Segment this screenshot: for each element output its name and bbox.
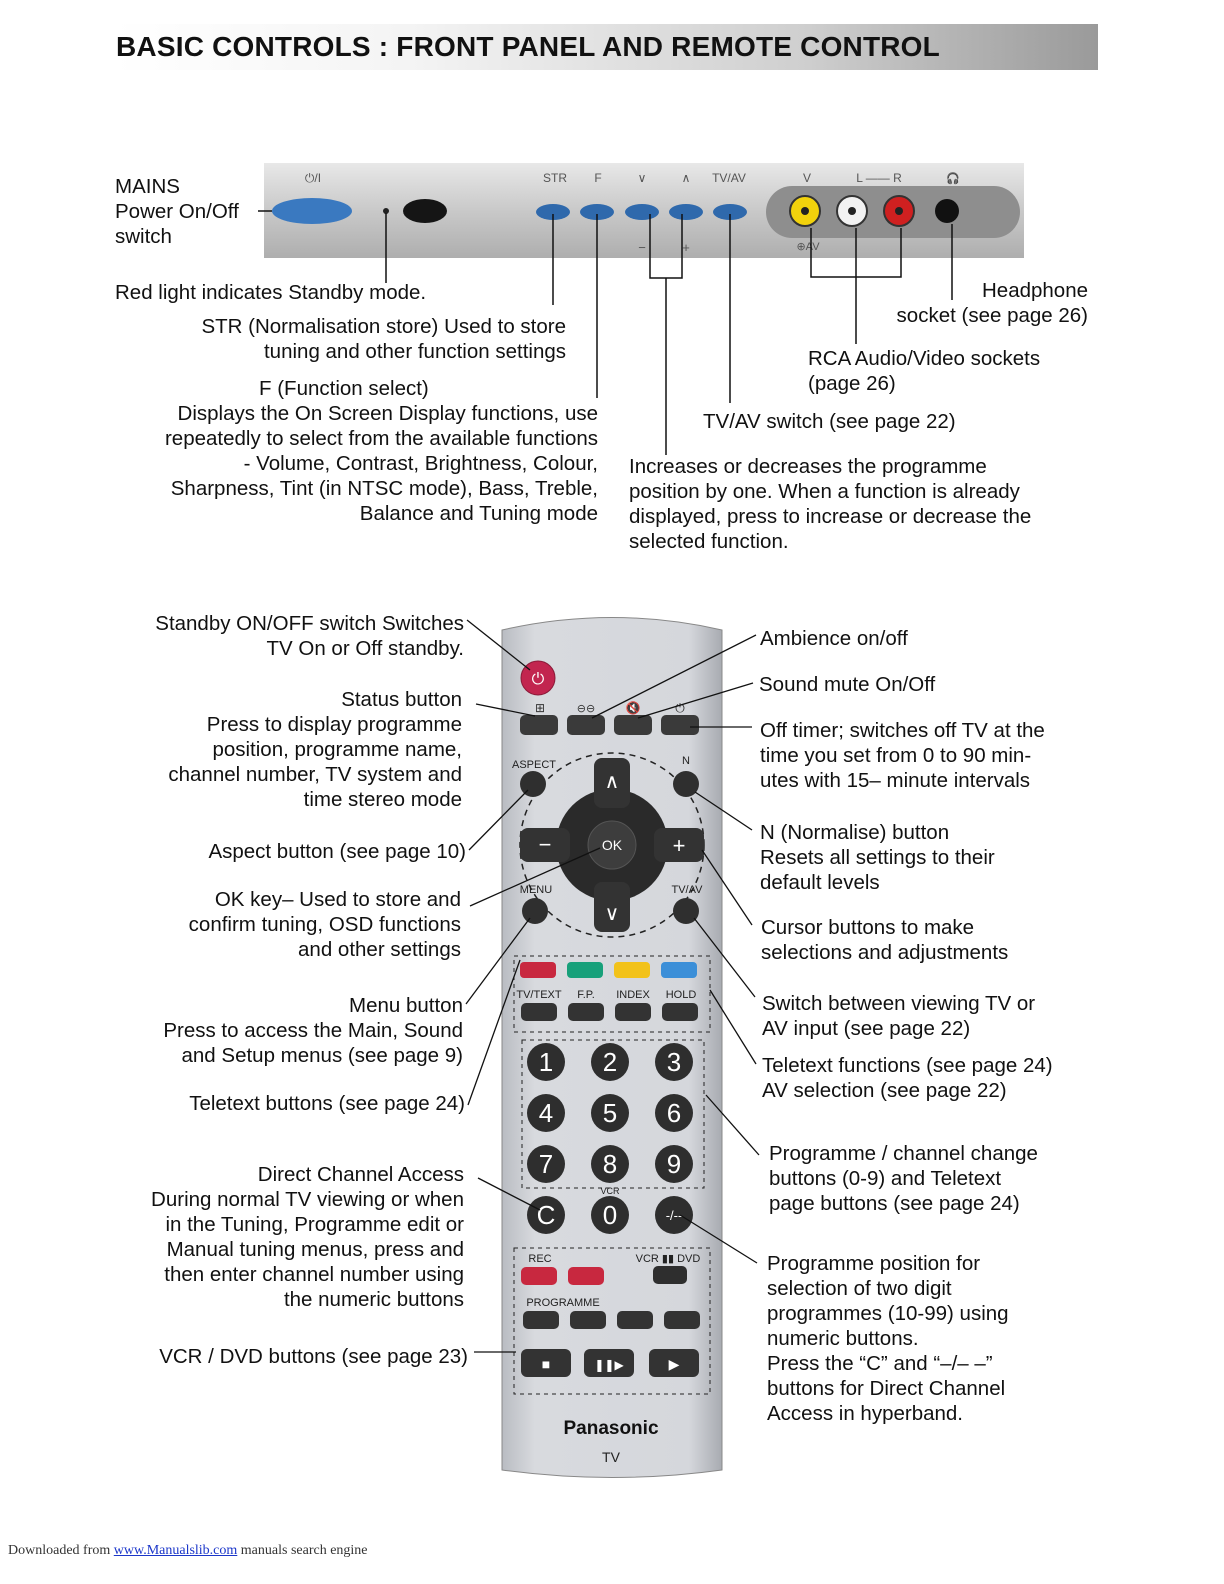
digit-label: 9 xyxy=(666,1149,682,1179)
digit-label: 5 xyxy=(602,1098,618,1128)
v-mark: V xyxy=(802,171,812,185)
off-timer-label: Off timer; switches off TV at the time you set from 0 to 90 min- utes with 15– minute intervals xyxy=(760,719,1045,792)
str-label: STR (Normalisation store) Used to store tuning and other function settings xyxy=(201,315,566,363)
off-timer-button[interactable] xyxy=(661,715,699,735)
vcr-programme-down-button[interactable] xyxy=(523,1311,559,1329)
footer-prefix: Downloaded from xyxy=(8,1543,114,1558)
programme-down-button[interactable] xyxy=(625,204,659,220)
play-icon: ▶ xyxy=(668,1356,680,1372)
two-digit-label: Programme position for selection of two digit programmes (10-99) using numeric buttons. Press the “C” and “–/– –” buttons for Direct Channel Access in hyperband. xyxy=(767,1252,1009,1425)
rec-button[interactable] xyxy=(521,1267,557,1285)
headphone-socket[interactable] xyxy=(935,199,959,223)
yellow-button[interactable] xyxy=(614,962,650,978)
tvav-key-label: TV/AV xyxy=(671,884,703,896)
direct-channel-label: Direct Channel Access During normal TV viewing or when in the Tuning, Programme edit or Manual tuning menus, press and then enter channel number using the numeric buttons xyxy=(151,1163,464,1311)
ok-label: OK key– Used to store and confirm tuning, OSD functions and other settings xyxy=(188,888,461,961)
fp-key-label: F.P. xyxy=(577,989,595,1001)
remote-sensor xyxy=(403,199,447,223)
ambience-icon: ⊖⊖ xyxy=(576,703,596,715)
tvav-label: TV/AV switch (see page 22) xyxy=(703,410,956,433)
digit-label: 2 xyxy=(602,1047,618,1077)
rec-key-label: REC xyxy=(528,1253,552,1265)
status-label: Status button Press to display programme position, programme name, channel number, TV system and time stereo mode xyxy=(168,688,462,811)
status-icon: ⊞ xyxy=(534,701,546,715)
index-key-label: INDEX xyxy=(616,989,650,1001)
mains-label: MAINS Power On/Off switch xyxy=(115,175,239,248)
mains-power-button[interactable] xyxy=(272,198,352,224)
page-title: BASIC CONTROLS : FRONT PANEL AND REMOTE CONTROL xyxy=(116,31,940,62)
standby-label: Standby ON/OFF switch Switches TV On or Off standby. xyxy=(155,612,464,660)
digit-label: C xyxy=(536,1200,556,1230)
programme-up-button[interactable] xyxy=(669,204,703,220)
menu-label: Menu button Press to access the Main, Sound and Setup menus (see page 9) xyxy=(163,994,463,1067)
index-button[interactable] xyxy=(615,1003,651,1021)
cursor-label: Cursor buttons to make selections and adjustments xyxy=(761,916,1009,964)
mute-label: Sound mute On/Off xyxy=(759,673,936,696)
green-button[interactable] xyxy=(567,962,603,978)
red-button[interactable] xyxy=(520,962,556,978)
digit-label: 8 xyxy=(602,1149,618,1179)
pause-icon: ❚❚▶ xyxy=(594,1358,624,1372)
power-icon: ⏻ xyxy=(531,671,545,688)
blue-button[interactable] xyxy=(661,962,697,978)
headphone-icon: 🎧 xyxy=(946,173,960,185)
digit-label: 3 xyxy=(666,1047,682,1077)
aspect-button[interactable] xyxy=(520,771,546,797)
n-button[interactable] xyxy=(673,771,699,797)
plus-mark: + xyxy=(682,240,690,255)
f-mark: F xyxy=(594,171,602,185)
teletext-av-label: Teletext functions (see page 24) AV selection (see page 22) xyxy=(762,1054,1053,1102)
stop-icon: ■ xyxy=(541,1356,551,1372)
tvav-mark: TV/AV xyxy=(712,171,746,185)
rewind-button[interactable] xyxy=(617,1311,653,1329)
down-arrow-icon: ∨ xyxy=(604,903,620,925)
up-arrow-icon: ∧ xyxy=(604,771,620,793)
power-mark: ⏻/I xyxy=(304,171,322,185)
footer-suffix: manuals search engine xyxy=(237,1543,368,1558)
timer-icon: ⏻ xyxy=(675,701,685,715)
str-mark: STR xyxy=(543,171,567,185)
switch-tv-av-label: Switch between viewing TV or AV input (see page 22) xyxy=(762,992,1036,1040)
menu-button[interactable] xyxy=(522,898,548,924)
brand-logo: Panasonic xyxy=(563,1418,659,1439)
aspect-label: Aspect button (see page 10) xyxy=(208,840,466,863)
standby-light-label: Red light indicates Standby mode. xyxy=(115,281,427,304)
f-desc-label: Displays the On Screen Display functions, use repeatedly to select from the available functions - Volume, Contrast, Brightness, Colour, Sharpness, Tint (in NTSC mode), Bass, Treble, Balance and Tuning mode xyxy=(164,402,598,525)
status-button[interactable] xyxy=(520,715,558,735)
f-title-label: F (Function select) xyxy=(259,377,429,400)
digit-label: 4 xyxy=(538,1098,554,1128)
digit-label: 1 xyxy=(538,1047,554,1077)
normalise-label: N (Normalise) button Resets all settings to their default levels xyxy=(760,821,995,894)
up-mark: ∧ xyxy=(681,171,691,185)
hold-button[interactable] xyxy=(662,1003,698,1021)
vcr-dvd-switch[interactable] xyxy=(653,1266,687,1284)
tvtext-button[interactable] xyxy=(521,1003,557,1021)
model-label: TV xyxy=(602,1449,620,1465)
headphone-label: Headphone socket (see page 26) xyxy=(896,279,1088,327)
mute-button[interactable] xyxy=(614,715,652,735)
fp-button[interactable] xyxy=(568,1003,604,1021)
n-key-label: N xyxy=(682,755,690,767)
footer xyxy=(8,1543,368,1559)
ambience-button[interactable] xyxy=(567,715,605,735)
tvtext-key-label: TV/TEXT xyxy=(516,989,562,1001)
lr-mark: L —— R xyxy=(856,171,902,185)
aspect-key-label: ASPECT xyxy=(511,759,557,771)
rca-label: RCA Audio/Video sockets (page 26) xyxy=(808,347,1041,395)
digit-label: -/-- xyxy=(665,1208,683,1223)
vcr-dvd-key-label: VCR ▮▮ DVD xyxy=(635,1253,701,1265)
fast-forward-button[interactable] xyxy=(664,1311,700,1329)
programme-label: Increases or decreases the programme position by one. When a function is already displayed, press to increase or decrease the selected function. xyxy=(629,455,1032,553)
manualslib-link[interactable]: www.Manualslib.com xyxy=(113,1543,238,1558)
digit-label: 7 xyxy=(538,1149,554,1179)
vcr-dvd-label: VCR / DVD buttons (see page 23) xyxy=(159,1345,468,1368)
hold-key-label: HOLD xyxy=(665,989,697,1001)
ok-key-label: OK xyxy=(601,837,623,853)
menu-key-label: MENU xyxy=(519,884,553,896)
mute-icon: 🔇 xyxy=(625,701,641,715)
programme-change-label: Programme / channel change buttons (0-9) and Teletext page buttons (see page 24) xyxy=(769,1142,1038,1215)
digit-label: 6 xyxy=(666,1098,682,1128)
plus-icon: + xyxy=(672,833,686,858)
teletext-buttons-label: Teletext buttons (see page 24) xyxy=(189,1092,465,1115)
digit-label: 0 xyxy=(602,1200,618,1230)
ambience-label: Ambience on/off xyxy=(760,627,908,650)
minus-mark: − xyxy=(638,240,646,255)
programme-key-label: PROGRAMME xyxy=(526,1297,600,1309)
vcr-standby-button[interactable] xyxy=(568,1267,604,1285)
minus-icon: − xyxy=(538,832,552,857)
down-mark: ∨ xyxy=(637,171,647,185)
vcr-programme-up-button[interactable] xyxy=(570,1311,606,1329)
vcr-small-label: VCR xyxy=(600,1186,620,1196)
av-mark: ⊕AV xyxy=(796,241,820,253)
